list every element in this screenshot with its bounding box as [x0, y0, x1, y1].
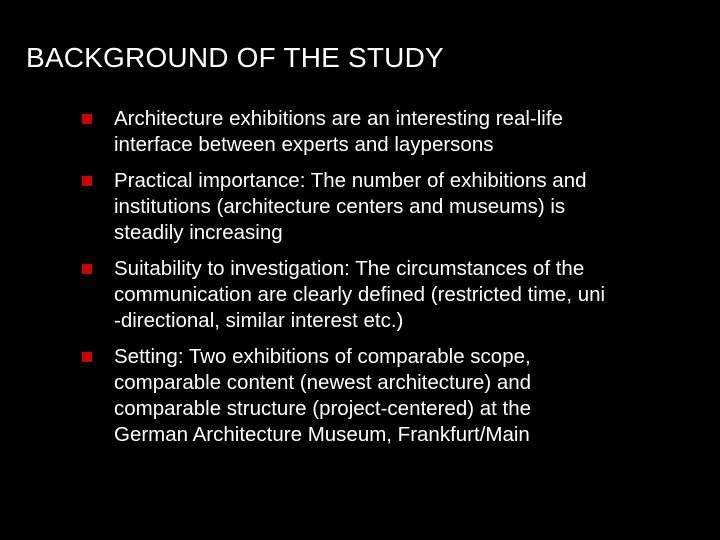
bullet-item: [0, 256, 720, 334]
bullet-line: communication are clearly defined (restricted time, uni: [114, 283, 606, 306]
bullet-line: interface between experts and laypersons: [114, 133, 494, 156]
bullet-line: Architecture exhibitions are an interesting real-life: [114, 107, 563, 130]
bullet-line: -directional, similar interest etc.): [114, 309, 404, 332]
slide-title: BACKGROUND OF THE STUDY: [26, 42, 444, 73]
bullet-item: [0, 106, 720, 158]
bullet-line: steadily increasing: [114, 221, 283, 244]
square-bullet-icon: [82, 352, 92, 362]
bullet-line: Setting: Two exhibitions of comparable scope,: [114, 345, 531, 368]
square-bullet-icon: [82, 264, 92, 274]
bullet-line: comparable content (newest architecture) and: [114, 371, 532, 394]
square-bullet-icon: [82, 176, 92, 186]
bullet-item: [0, 344, 720, 448]
bullet-line: comparable structure (project-centered) at the: [114, 397, 532, 420]
bullet-line: German Architecture Museum, Frankfurt/Main: [114, 423, 530, 446]
bullet-list: [0, 106, 720, 458]
bullet-item: [0, 168, 720, 246]
bullet-line: Suitability to investigation: The circumstances of the: [114, 257, 585, 280]
square-bullet-icon: [82, 114, 92, 124]
bullet-line: Practical importance: The number of exhibitions and: [114, 169, 587, 192]
bullet-line: institutions (architecture centers and museums) is: [114, 195, 566, 218]
